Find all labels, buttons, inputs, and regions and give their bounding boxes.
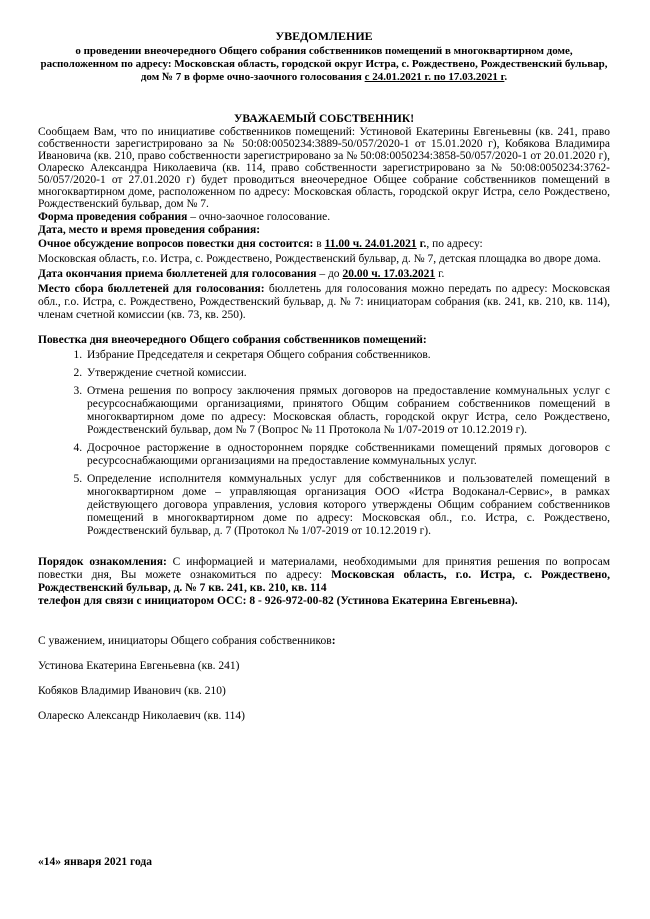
collection-label: Место сбора бюллетеней для голосования: bbox=[38, 283, 265, 295]
intro-paragraph: Сообщаем Вам, что по инициативе собственников помещений: Устиновой Екатерины Евгеньевны (кв. 241, право собственности зарегистрировано за № 50:08:0050234:3889-50/057/2020-1 от 15.01.2020 г), Кобякова Владимира Ивановича (кв. 210, право собственности зарегистрировано за № 50:08:0050234:3858-50/057/2020-1 от 20.01.2020 г), Олареско Александра Николаевича (кв. 114, право собственности зарегистрировано за № 50:08:0050234:3762-50/057/2020-1 от 27.01.2020 г) будет проводиться внеочередное Общее собрание собственников помещений в многоквартирном доме, расположенном по адресу: Московская область, городской округ Истра, село Рождествено, Рождественский бульвар, дом № 7. bbox=[38, 126, 610, 210]
deadline-mid: – до bbox=[316, 268, 343, 280]
deadline-line bbox=[38, 268, 610, 281]
agenda-item: 4. Досрочное расторжение в одностороннем порядке собственниками помещений прямых договоров с ресурсоснабжающими организациями на предоставление коммунальных услуг. bbox=[85, 442, 610, 468]
signatory-name: Олареско Александр Николаевич (кв. 114) bbox=[38, 710, 245, 722]
agenda-item: 1. Избрание Председателя и секретаря Общего собрания собственников. bbox=[85, 349, 610, 362]
agenda-item: 5. Определение исполнителя коммунальных услуг для собственников и пользователей помещений в многоквартирном доме – управляющая организация ООО «Истра Водоканал-Сервис», в рамках действующего договора управления, условия которого утверждены Общим собранием собственников помещений в многоквартирном доме по адресу: Московская обл., г.о. Истра, с. Рождествено, Рождественский бульвар, д. 7 (Протокол № 1/07-2019 от 10.12.2019 г). bbox=[85, 473, 610, 538]
familiarization-paragraph bbox=[38, 556, 610, 595]
meeting-time: 11.00 ч. 24.01.2021 bbox=[324, 238, 417, 250]
familiarization-address: Московская область, г.о. Истра, с. Рождествено, Рождественский бульвар, д. № 7 кв. 241, кв. 210, кв. 114 bbox=[38, 569, 610, 594]
meeting-in: в bbox=[313, 238, 325, 250]
meeting-form-value: – очно-заочное голосование. bbox=[187, 211, 331, 223]
meeting-line bbox=[38, 238, 610, 251]
agenda-item: 3. Отмена решения по вопросу заключения прямых договоров на предоставление коммунальных услуг с ресурсоснабжающими организациями, принятого Общим собранием собственников помещений в многоквартирном доме по адресу: Московская область, городской округ Истра, село Рождествено, Рождественский бульвар, дом № 7 (Вопрос № 11 Протокола № 1/07-2019 от 10.12.2019 г). bbox=[85, 385, 610, 437]
voting-period: с 24.01.2021 г. по 17.03.2021 г bbox=[364, 71, 505, 83]
meeting-suffix: г. bbox=[416, 238, 427, 250]
signatory-name: Устинова Екатерина Евгеньевна (кв. 241) bbox=[38, 660, 240, 672]
regards-text: С уважением, инициаторы Общего собрания собственников bbox=[38, 635, 332, 647]
initiator-phone: телефон для связи с инициатором ОСС: 8 - 926-972-00-82 (Устинова Екатерина Евгеньевна). bbox=[38, 595, 518, 607]
signature-regards bbox=[38, 635, 610, 648]
familiarization-label: Порядок ознакомления: bbox=[38, 556, 167, 568]
agenda-heading: Повестка дня внеочередного Общего собрания собственников помещений: bbox=[38, 334, 427, 346]
familiarization-text: С информацией и материалами, необходимыми для принятия решения по вопросам повестки дня, Вы можете ознакомиться по адресу: bbox=[38, 556, 610, 581]
deadline-label: Дата окончания приема бюллетеней для голосования bbox=[38, 268, 317, 280]
meeting-address: Московская область, г.о. Истра, с. Рождествено, Рождественский бульвар, д. № 7, детская площадка во дворе дома. bbox=[38, 253, 601, 265]
meeting-tail: , по адресу: bbox=[426, 238, 483, 250]
deadline-suffix: г. bbox=[435, 268, 445, 280]
regards-colon: : bbox=[331, 635, 336, 647]
subtitle-end: . bbox=[504, 71, 508, 83]
signatory-name: Кобяков Владимир Иванович (кв. 210) bbox=[38, 685, 226, 697]
collection-paragraph bbox=[38, 283, 610, 322]
greeting: УВАЖАЕМЫЙ СОБСТВЕННИК! bbox=[233, 113, 415, 125]
agenda-list bbox=[38, 349, 610, 538]
subtitle-text: о проведении внеочередного Общего собрания собственников помещений в многоквартирном доме, расположенном по адресу: Московская область, городской округ Истра, с. Рождествено, Рождественский бульвар, дом № 7 в форме очно-заочного голосования bbox=[40, 45, 608, 83]
collection-text: бюллетень для голосования можно передать по адресу: Московская обл., г.о. Истра, с. Рождествено, Рождественский бульвар, д. № 7: инициаторам собрания (кв. 241, кв. 210, кв. 114), членам счетной комиссии (кв. 73, кв. 250). bbox=[38, 283, 610, 321]
meeting-form-label: Форма проведения собрания bbox=[38, 211, 188, 223]
document-subtitle bbox=[38, 45, 610, 84]
notice-date: «14» января 2021 года bbox=[38, 856, 152, 868]
meeting-form bbox=[38, 211, 610, 224]
deadline-time: 20.00 ч. 17.03.2021 bbox=[342, 268, 436, 280]
meeting-label: Очное обсуждение вопросов повестки дня состоится: bbox=[38, 238, 314, 250]
document-title: УВЕДОМЛЕНИЕ bbox=[275, 29, 373, 43]
agenda-item: 2. Утверждение счетной комиссии. bbox=[85, 367, 610, 380]
date-place-heading: Дата, место и время проведения собрания: bbox=[38, 224, 261, 236]
